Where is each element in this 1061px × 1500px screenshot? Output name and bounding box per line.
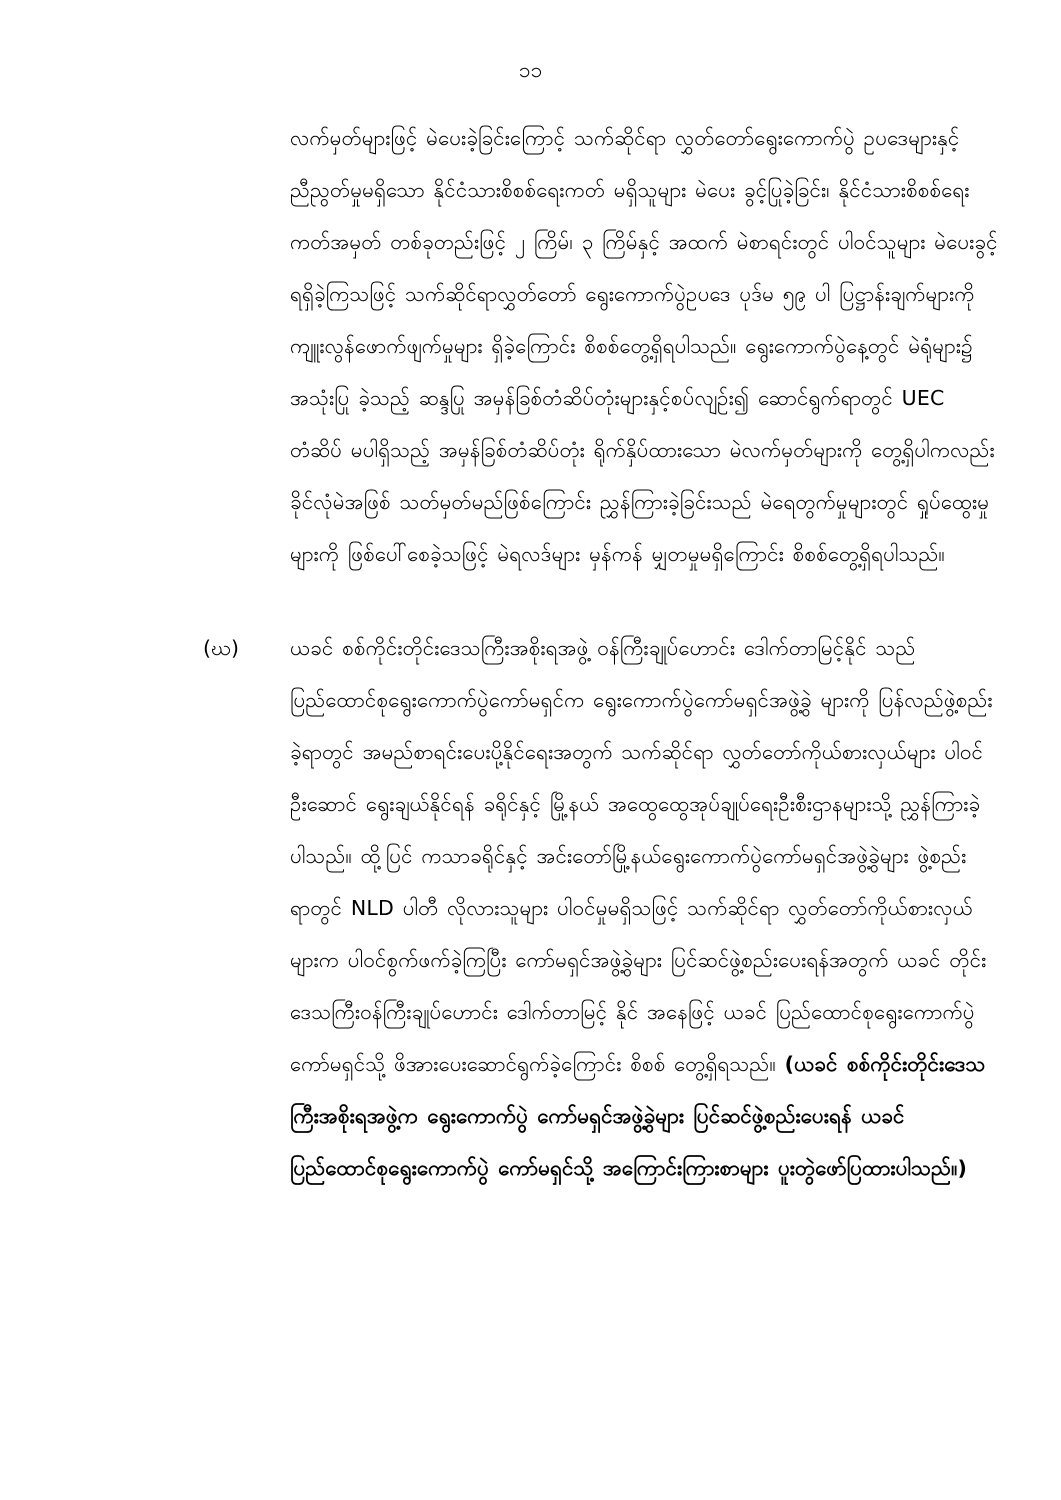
page-number: ၁၁ xyxy=(518,58,543,82)
paragraph-text-body: ယခင် စစ်ကိုင်းတိုင်းဒေသကြီးအစိုးရအဖွဲ့ ဝန်ကြီးချုပ်ဟောင်း ဒေါက်တာမြင့်နိုင် သည် ပြည်ထောင်စုရွေးကောက်ပွဲကော်မရှင်က ရွေးကောက်ပွဲကော်မရှင်အဖွဲ့ခွဲ များကို ပြန်လည်ဖွဲ့စည်းခဲ့ရာတွင် အမည်စာရင်းပေးပို့နိုင်ရေးအတွက် သက်ဆိုင်ရာ လွှတ်တော်ကိုယ်စားလှယ်များ ပါဝင်ဦးဆောင် ရွေးချယ်နိုင်ရန် ခရိုင်နှင့် မြို့နယ် အထွေထွေအုပ်ချုပ်ရေးဦးစီးဌာနများသို့ ညွှန်ကြားခဲ့ပါသည်။ ထို့ပြင် ကသာခရိုင်နှင့် အင်းတော်မြို့နယ်ရွေးကောက်ပွဲကော်မရှင်အဖွဲ့ခွဲများ ဖွဲ့စည်းရာတွင် NLD ပါတီ လိုလားသူများ ပါဝင်မှုမရှိသဖြင့် သက်ဆိုင်ရာ လွှတ်တော်ကိုယ်စားလှယ်များက ပါဝင်စွက်ဖက်ခဲ့ကြပြီး ကော်မရှင်အဖွဲ့ခွဲများ ပြင်ဆင်ဖွဲ့စည်းပေးရန်အတွက် ယခင် တိုင်းဒေသကြီးဝန်ကြီးချုပ်ဟောင်း ဒေါက်တာမြင့် နိုင် အနေဖြင့် ယခင် ပြည်ထောင်စုရွေးကောက်ပွဲကော်မရှင်သို့ ဖိအားပေးဆောင်ရွက်ခဲ့ကြောင်း စိစစ် တွေ့ရှိရသည်။ xyxy=(290,636,993,1076)
paragraph-text: လက်မှတ်များဖြင့် မဲပေးခဲ့ခြင်းကြောင့် သက်ဆိုင်ရာ လွှတ်တော်ရွေးကောက်ပွဲ ဥပဒေများနှင့် ညီညွတ်မှုမရှိသော နိုင်ငံသားစိစစ်ရေးကတ် မရှိသူများ မဲပေး ခွင့်ပြုခဲ့ခြင်း၊ နိုင်ငံသားစိစစ်ရေးကတ်အမှတ် တစ်ခုတည်းဖြင့် ၂ ကြိမ်၊ ၃ ကြိမ်နှင့် အထက် မဲစာရင်းတွင် ပါဝင်သူများ မဲပေးခွင့်ရရှိခဲ့ကြသဖြင့် သက်ဆိုင်ရာလွှတ်တော် ရွေးကောက်ပွဲဥပဒေ ပုဒ်မ ၅၉ ပါ ပြဋ္ဌာန်းချက်များကို ကျူးလွန်ဖောက်ဖျက်မှုများ ရှိခဲ့ကြောင်း စိစစ်တွေ့ရှိရပါသည်။ ရွေးကောက်ပွဲနေ့တွင် မဲရုံများ၌ အသုံးပြု ခဲ့သည့် ဆန္ဒပြု အမှန်ခြစ်တံဆိပ်တုံးများနှင့်စပ်လျဉ်း၍ ဆောင်ရွက်ရာတွင် UEC တံဆိပ် မပါရှိသည့် အမှန်ခြစ်တံဆိပ်တုံး ရိုက်နှိပ်ထားသော မဲလက်မှတ်များကို တွေ့ရှိပါကလည်း ခိုင်လုံမဲအဖြစ် သတ်မှတ်မည်ဖြစ်ကြောင်း ညွှန်ကြားခဲ့ခြင်းသည် မဲရေတွက်မှုများတွင် ရှုပ်ထွေးမှုများကို ဖြစ်ပေါ်စေခဲ့သဖြင့် မဲရလဒ်များ မှန်ကန် မျှတမှုမရှိကြောင်း စိစစ်တွေ့ရှိရပါသည်။ xyxy=(290,126,998,566)
paragraph-text-bold-note: (ယခင် စစ်ကိုင်းတိုင်းဒေသကြီးအစိုးရအဖွဲ့က ရွေးကောက်ပွဲ ကော်မရှင်အဖွဲ့ခွဲများ ပြင်ဆင်ဖွဲ့စည်းပေးရန် ယခင် ပြည်ထောင်စုရွေးကောက်ပွဲ ကော်မရှင်သို့ အကြောင်းကြားစာများ ပူးတွဲဖော်ပြထားပါသည်။) xyxy=(290,1052,986,1180)
paragraph-block-1 xyxy=(290,112,1000,580)
paragraph-marker: (ဃ) xyxy=(203,636,239,660)
document-body xyxy=(203,112,1000,1194)
paragraph-text xyxy=(290,622,1000,1194)
paragraph-block-2 xyxy=(203,622,1000,1194)
